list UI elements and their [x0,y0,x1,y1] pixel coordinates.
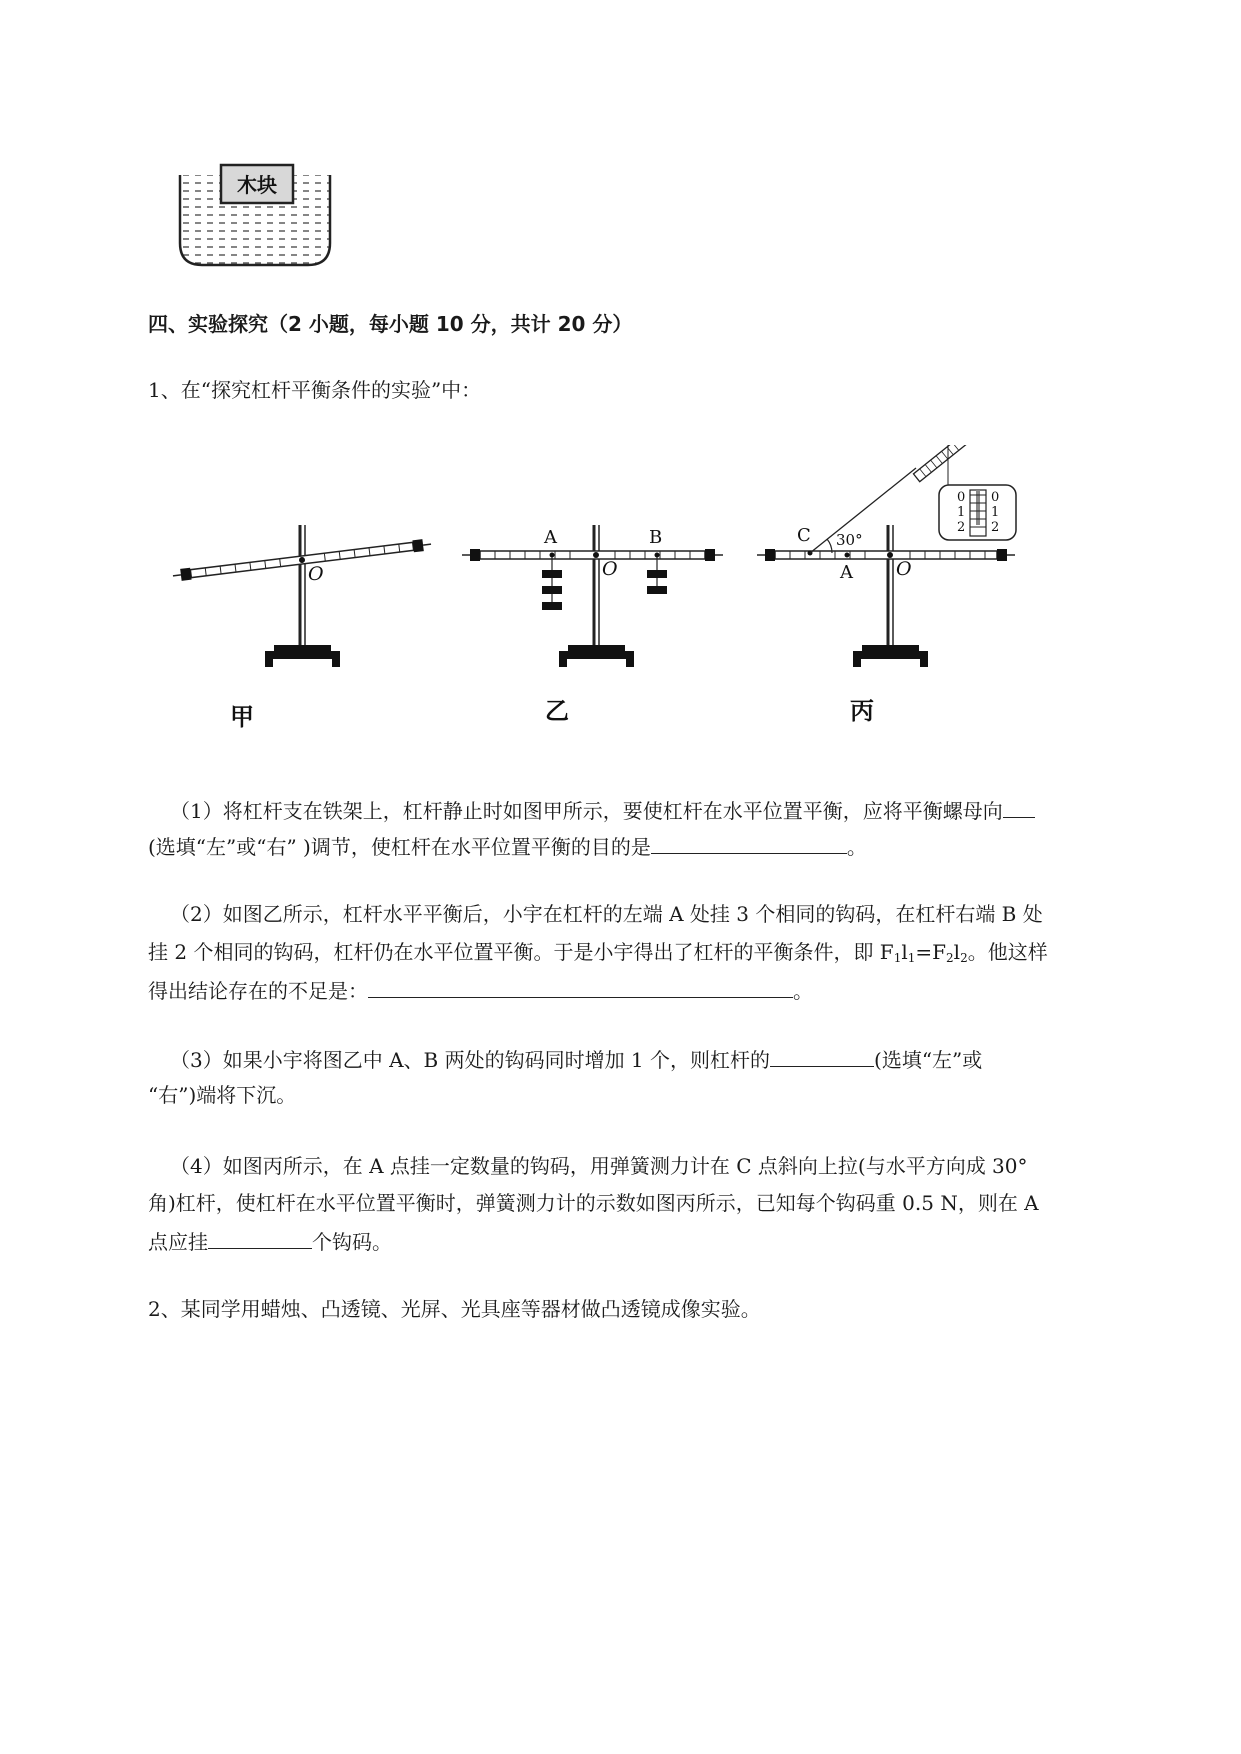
q1-part4-line2: 角)杠杆，使杠杆在水平位置平衡时，弹簧测力计的示数如图丙所示，已知每个钩码重 0.5 N，则在 A [148,1191,1039,1215]
answer-blank-direction[interactable] [1003,797,1035,818]
scale-right-1: 1 [991,505,1000,520]
formula-sub1: 1 [893,951,902,965]
formula [880,940,968,964]
scale-left-2: 2 [957,520,966,535]
formula-sub2: 2 [946,951,954,965]
section-heading: 四、实验探究（2 小题，每小题 10 分，共计 20 分） [148,312,633,336]
question-2-intro: 2、某同学用蜡烛、凸透镜、光屏、光具座等器材做凸透镜成像实验。 [148,1297,761,1321]
formula-sub2b: 2 [960,951,968,965]
formula-sub1b: 1 [907,951,916,965]
scale-left-0: 0 [957,490,966,505]
q1-part2-line3 [148,977,813,1003]
q1-part4-text: 点应挂 [148,1230,208,1254]
lever-figures [170,445,1050,735]
answer-blank-purpose[interactable] [651,833,847,854]
q1-part3-line1 [170,1046,982,1072]
bing-pivot-label: O [896,558,912,580]
question-1-intro: 1、在“探究杠杆平衡条件的实验”中： [148,378,482,402]
q1-part1-text-2: (选填“左”或“右” )调节，使杠杆在水平位置平衡的目的是 [148,835,651,859]
jia-pivot-label: O [308,563,324,585]
yi-point-a-label: A [544,527,557,548]
jia-caption: 甲 [230,703,254,731]
bing-point-c-label: C [797,525,811,546]
scale-left-1: 1 [957,505,966,520]
scale-right-2: 2 [991,520,1000,535]
formula-f2: F [932,940,947,964]
bing-caption: 丙 [850,697,874,725]
yi-caption: 乙 [545,697,569,725]
bing-angle-label: 30° [836,531,863,549]
q1-part4-text-2: 个钩码。 [312,1230,392,1254]
figure-bing [757,445,1016,725]
q1-part3-line2: “右”)端将下沉。 [148,1083,297,1107]
scale-right-0: 0 [991,490,1000,505]
q1-part2-text-end: 。他这样 [967,940,1048,964]
q1-part1-line1 [170,797,1035,823]
q1-part2-line2 [148,940,1048,970]
q1-part3-text: （3）如果小宇将图乙中 A、B 两处的钩码同时增加 1 个，则杠杆的 [170,1048,771,1072]
formula-f1: F [879,940,894,964]
answer-blank-shortcoming[interactable] [368,977,793,998]
answer-blank-count[interactable] [208,1228,312,1249]
q1-part1-period: 。 [846,835,867,859]
q1-part2-line1: （2）如图乙所示，杠杆水平平衡后，小宇在杠杆的左端 A 处挂 3 个相同的钩码，在杠杆右端 B 处 [170,902,1043,926]
q1-part1-text: （1）将杠杆支在铁架上，杠杆静止时如图甲所示，要使杠杆在水平位置平衡，应将平衡螺母向 [170,799,1003,823]
q1-part4-line3 [148,1228,392,1254]
q1-part1-line2 [148,833,867,859]
q1-part4-line1: （4）如图丙所示，在 A 点挂一定数量的钩码，用弹簧测力计在 C 点斜向上拉(与水平方向成 30° [170,1154,1028,1178]
wood-block-label: 木块 [237,173,277,197]
formula-eq: = [915,940,933,964]
wood-block-figure [170,155,340,270]
q1-part2-text: 挂 2 个相同的钩码，杠杆仍在水平位置平衡。于是小宇得出了杠杆的平衡条件，即 [148,940,880,964]
formula-l2: l [953,940,961,964]
yi-pivot-label: O [602,558,618,580]
q1-part3-text-2: (选填“左”或 [874,1048,983,1072]
answer-blank-side[interactable] [770,1046,874,1067]
formula-l1: l [901,940,908,964]
q1-part2-period: 。 [793,979,813,1003]
bing-point-a-label: A [840,562,853,583]
q1-part2-text-3: 得出结论存在的不足是： [148,979,368,1003]
yi-point-b-label: B [649,527,663,548]
figure-yi [462,525,723,725]
figure-jia [172,525,432,731]
